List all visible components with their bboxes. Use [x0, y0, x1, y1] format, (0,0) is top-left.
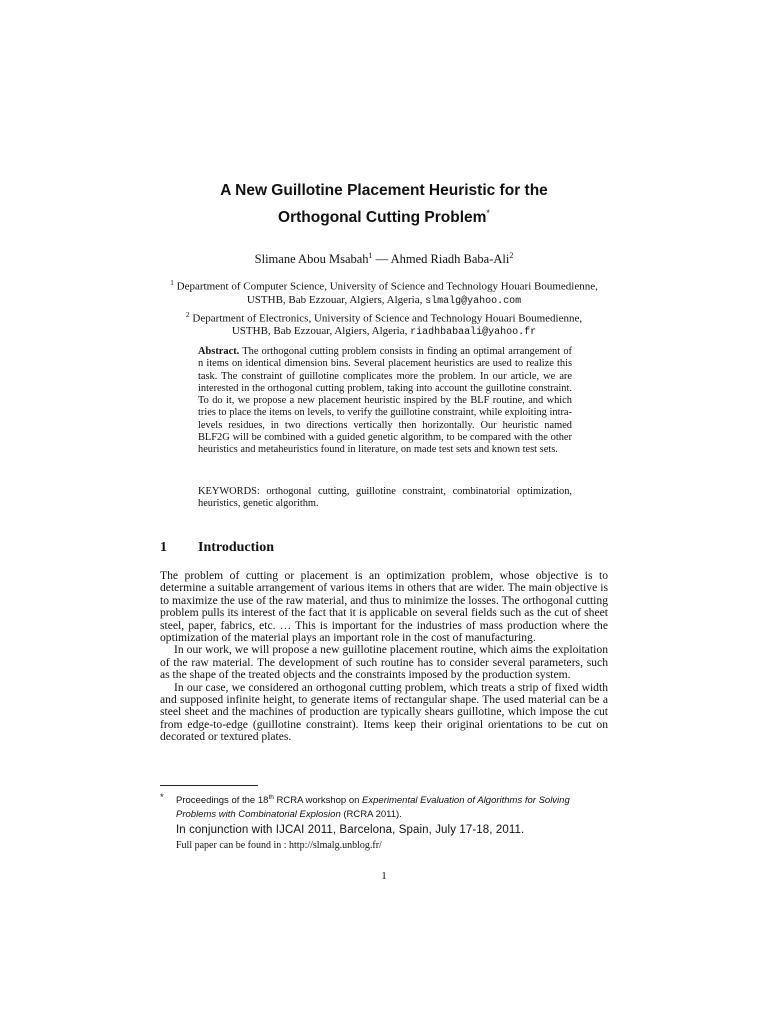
footnote-text-c: (RCRA 2011). — [340, 809, 402, 821]
paragraph-3: In our case, we considered an orthogonal cutting problem, which treats a strip of fixed width and supposed infinite height, to generate items of rectangular shape. The used material can be a steel sheet and the machines of production are typically shears guillotine, which impose the cut from edge-to-edge (guillotine constraint). Items keep their original orientations to be cut on decorated or textured plates. — [160, 680, 608, 744]
footnote-text-b: RCRA workshop on — [273, 795, 363, 807]
affiliation-1-text: Department of Computer Science, University of Science and Technology Houari Boumedienne, USTHB, Bab Ezzouar, Algiers, Algeria, — [173, 280, 598, 306]
affiliation-2-mark: 2 — [185, 309, 190, 319]
introduction-body — [160, 570, 608, 744]
title-footnote-mark: * — [486, 208, 490, 218]
section-title: Introduction — [198, 540, 274, 555]
title-line-2: Orthogonal Cutting Problem — [278, 209, 487, 227]
author-2: Ahmed Riadh Baba-Ali — [390, 252, 510, 267]
paragraph-2: In our work, we will propose a new guillotine placement routine, which aims the exploitation of the raw material. The development of such routine has to consider several parameters, such as the shape of the treated objects and the constraints imposed by the production system. — [160, 643, 608, 682]
footnote-full-paper: Full paper can be found in : http://slmalg.unblog.fr/ — [176, 840, 382, 852]
abstract-label: Abstract. — [198, 346, 240, 357]
footnote-conjunction: In conjunction with IJCAI 2011, Barcelona, Spain, July 17-18, 2011. — [176, 824, 525, 837]
affiliation-1 — [168, 276, 600, 308]
abstract-text: The orthogonal cutting problem consists in finding an optimal arrangement of n items on identical dimension bins. Several placement heuristics are used to realize this task. The constraint of guillotine complicates more the problem. In our article, we are interested in the orthogonal cutting problem, taking into account the guillotine constraint. To do it, we propose a new placement heuristic inspired by the BLF routine, and which tries to place the items on levels, to verify the guillotine constraint, while exploiting intra-levels residues, in two directions vertically then horizontally. Our heuristic named BLF2G will be combined with a guided genetic algorithm, to be compared with the other heuristics and metaheuristics found in literature, on made test sets and known test sets. — [198, 346, 572, 456]
footnote-text — [176, 791, 608, 822]
author-2-affil-mark: 2 — [509, 251, 514, 260]
paragraph-1: The problem of cutting or placement is an optimization problem, whose objective is to determine a suitable arrangement of various items in others that are wider. The main objective is to maximize the use of the raw material, and thus to minimize the losses. The orthogonal cutting problem pulls its interest of the fact that it is applicable on several fields such as the cut of sheet steel, paper, fabrics, etc. … This is important for the industries of mass production where the optimization of the material plays an important role in the cost of manufacturing. — [160, 569, 608, 645]
footnote-th: th — [268, 794, 274, 801]
section-heading — [160, 539, 274, 557]
affiliation-1-mark: 1 — [170, 278, 174, 287]
affiliation-1-email: slmalg@yahoo.com — [425, 295, 522, 307]
abstract — [198, 346, 572, 457]
keywords: KEYWORDS: orthogonal cutting, guillotine constraint, combinatorial optimization, heuristics, genetic algorithm. — [198, 486, 572, 510]
author-line — [160, 248, 608, 267]
paper-title — [160, 180, 608, 229]
footnote-mark: * — [160, 792, 164, 803]
footnote — [160, 791, 608, 854]
title-line-1: A New Guillotine Placement Heuristic for the — [220, 182, 548, 199]
footnote-workshop-title: Experimental Evaluation of Algorithms for Solving Problems with Combinatorial Explosion — [176, 795, 570, 821]
author-1: Slimane Abou Msabah — [254, 252, 369, 267]
author-separator: — — [372, 252, 391, 267]
page-number: 1 — [381, 870, 387, 882]
affiliation-2 — [168, 308, 600, 340]
affiliations — [168, 276, 600, 339]
footnote-rule — [160, 785, 258, 786]
footnote-text-a: Proceedings of the 18 — [176, 795, 269, 807]
author-1-affil-mark: 1 — [368, 251, 373, 260]
section-number: 1 — [160, 540, 167, 555]
affiliation-2-text: Department of Electronics, University of Science and Technology Houari Boumedienne, USTHB, Bab Ezzouar, Algiers, Algeria, — [189, 312, 583, 338]
affiliation-2-email: riadhbabaali@yahoo.fr — [410, 327, 537, 339]
